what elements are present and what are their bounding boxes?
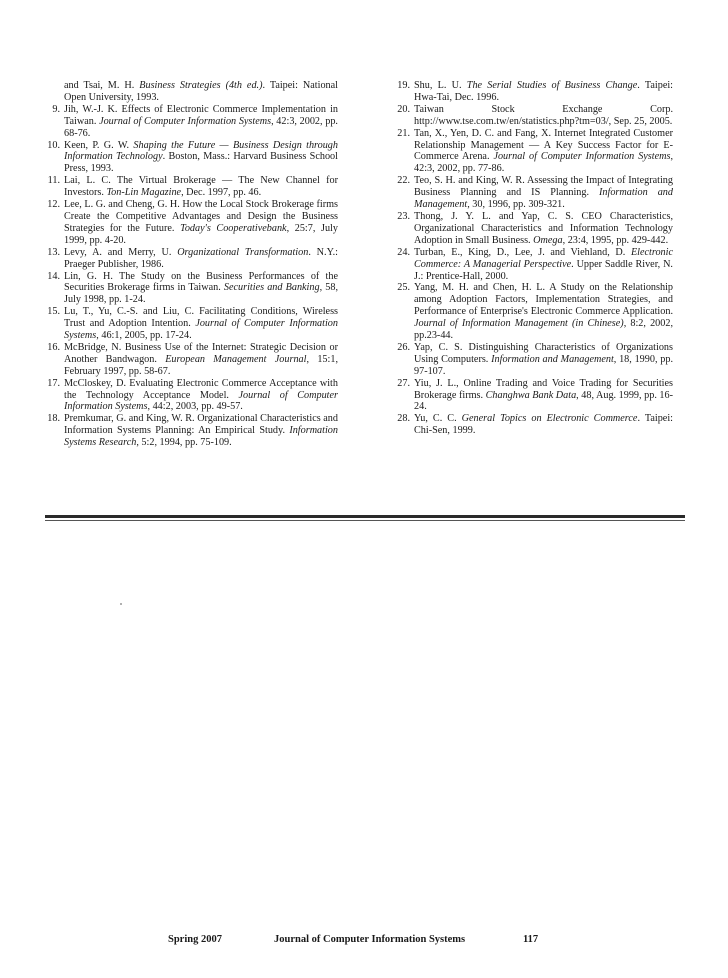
reference-number: 26. (397, 341, 410, 353)
references-left-column (38, 80, 338, 449)
references-right-column (388, 80, 673, 437)
reference-source-title: Information and Management (491, 353, 614, 365)
reference-text: Thong, J. Y. L. and Yap, C. S. CEO Characteristics, Organizational Characteristics and Information Technology Adoption in Small Business. (414, 210, 673, 246)
reference-entry (38, 104, 338, 140)
reference-number: 16. (47, 341, 60, 353)
reference-entry (388, 175, 673, 211)
reference-number: 18. (47, 413, 60, 425)
reference-text: Tan, X., Yen, D. C. and Fang, X. Internet Integrated Customer Relationship Management — A Key Success Factor for E-Commerce Arena. (414, 127, 673, 163)
reference-entry (38, 271, 338, 307)
reference-source-title: Today's Cooperativebank (180, 222, 287, 234)
reference-number: 17. (47, 377, 60, 389)
reference-entry (38, 306, 338, 342)
section-divider-thick (45, 515, 685, 518)
reference-number: 14. (47, 270, 60, 282)
scan-speck (120, 603, 122, 605)
reference-number: 22. (397, 175, 410, 187)
reference-text: and Tsai, M. H. (64, 80, 140, 91)
reference-text: , 46:1, 2005, pp. 17-24. (96, 330, 192, 342)
reference-text: Yap, C. S. Distinguishing Characteristics of Organizations Using Computers. (414, 341, 673, 365)
reference-entry (388, 211, 673, 247)
reference-entry (38, 140, 338, 176)
reference-text: Taiwan Stock Exchange Corp. http://www.tse.com.tw/en/statistics.php?tm=03/, Sep. 25, 2005. (414, 103, 673, 127)
reference-text: Lin, G. H. The Study on the Business Performances of the Securities Brokerage firms in Taiwan. (64, 270, 338, 294)
reference-source-title: Journal of Computer Information Systems (493, 151, 671, 163)
reference-source-title: Information Systems Research (64, 425, 338, 449)
reference-text: , 58, July 1998, pp. 1-24. (64, 282, 339, 306)
reference-source-title: Journal of Computer Information Systems (99, 115, 272, 127)
reference-source-title: Changhwa Bank Data (485, 389, 577, 401)
reference-text: McBridge, N. Business Use of the Internet: Strategic Decision or Another Bandwagon. (64, 341, 338, 365)
reference-source-title: Ton-Lin Magazine (106, 187, 182, 199)
reference-entry (388, 342, 673, 378)
reference-entry (38, 378, 338, 414)
reference-number: 21. (397, 127, 410, 139)
section-divider-thin (45, 520, 685, 521)
reference-source-title: Securities and Banking (223, 282, 320, 294)
reference-number: 9. (52, 103, 60, 115)
reference-number: 27. (397, 377, 410, 389)
reference-text: Teo, S. H. and King, W. R. Assessing the Impact of Integrating Business Planning and IS Planning. (414, 175, 673, 199)
reference-text: Shu, L. U. (414, 80, 467, 91)
reference-text: Yang, M. H. and Chen, H. L. A Study on the Relationship among Adoption Factors, Implementation Strategies, and Performance of Enterprise's Electronic Commerce Application. (414, 282, 673, 318)
reference-text: Lee, L. G. and Cheng, G. H. How the Local Stock Brokerage firms Create the Competitive Advantages and Design the Business Strategies for the Future. (64, 199, 338, 234)
reference-entry (388, 247, 673, 283)
reference-text: , 42:3, 2002, pp. 77-86. (414, 151, 673, 175)
reference-text: . N.Y.: Praeger Publisher, 1986. (64, 246, 338, 270)
reference-text: , 25:7, July 1999, pp. 4-20. (64, 222, 338, 246)
reference-text: , 23:4, 1995, pp. 429-442. (562, 234, 669, 246)
reference-source-title: Organizational Transformation (177, 246, 309, 258)
reference-entry (388, 80, 673, 104)
reference-entry (388, 104, 673, 128)
reference-entry (388, 128, 673, 176)
reference-text: , 5:2, 1994, pp. 75-109. (136, 437, 232, 449)
reference-text: , 30, 1996, pp. 309-321. (467, 199, 565, 211)
reference-number: 25. (397, 282, 410, 294)
reference-source-title: Omega (533, 234, 563, 246)
reference-text: , 15:1, February 1997, pp. 58-67. (64, 353, 338, 377)
reference-source-title: Information and Management (414, 187, 673, 211)
reference-number: 13. (47, 246, 60, 258)
reference-source-title: Business Strategies (4th ed.) (139, 80, 263, 91)
footer-journal-title: Journal of Computer Information Systems (274, 934, 466, 945)
reference-source-title: European Management Journal (165, 353, 307, 365)
reference-text: . Taipei: Hwa-Tai, Dec. 1996. (414, 80, 673, 103)
reference-source-title: General Topics on Electronic Commerce (461, 413, 638, 425)
reference-source-title: Journal of Information Management (in Chinese) (414, 318, 624, 330)
reference-text: Lu, T., Yu, C.-S. and Liu, C. Facilitating Conditions, Wireless Trust and Adoption Intention. (64, 306, 338, 330)
reference-text: Yiu, J. L., Online Trading and Voice Trading for Securities Brokerage firms. (414, 377, 673, 401)
footer-page-number: 117 (523, 934, 539, 945)
reference-text: . Taipei: National Open University, 1993. (64, 80, 338, 103)
reference-entry (388, 378, 673, 414)
reference-entry (38, 247, 338, 271)
reference-source-title: Journal of Computer Information Systems (64, 389, 338, 413)
reference-number: 23. (397, 210, 410, 222)
reference-number: 28. (397, 413, 410, 425)
reference-number: 11. (47, 175, 60, 187)
reference-text: , Dec. 1997, pp. 46. (181, 187, 262, 199)
reference-text: Premkumar, G. and King, W. R. Organizational Characteristics and Information Systems Planning: An Empirical Study. (64, 413, 338, 437)
reference-source-title: The Serial Studies of Business Change (466, 80, 638, 91)
reference-text: Keen, P. G. W. (64, 139, 134, 151)
reference-number: 19. (397, 80, 410, 91)
reference-text: . Upper Saddle River, N. J.: Prentice-Hall, 2000. (414, 258, 673, 282)
reference-text: McCloskey, D. Evaluating Electronic Commerce Acceptance with the Technology Acceptance Model. (64, 377, 338, 401)
reference-number: 15. (47, 306, 60, 318)
reference-text: Lai, L. C. The Virtual Brokerage — The New Channel for Investors. (64, 175, 338, 199)
reference-number: 10. (47, 139, 60, 151)
reference-entry (38, 342, 338, 378)
reference-entry (38, 80, 338, 104)
reference-text: Levy, A. and Merry, U. (64, 246, 178, 258)
reference-text: Turban, E., King, D., Lee, J. and Viehland, D. (414, 246, 631, 258)
footer-issue: Spring 2007 (168, 934, 222, 945)
reference-entry (388, 282, 673, 342)
reference-text: , 44:2, 2003, pp. 49-57. (147, 401, 243, 413)
reference-text: Yu, C. C. (414, 413, 462, 425)
reference-text: , 8:2, 2002, pp.23-44. (414, 318, 673, 342)
reference-number: 20. (397, 103, 410, 115)
reference-text: , 42:3, 2002, pp. 68-76. (64, 115, 338, 139)
reference-source-title: Shaping the Future — Business Design through Information Technology (64, 139, 338, 163)
reference-text: . Boston, Mass.: Harvard Business School Press, 1993. (64, 151, 338, 175)
reference-number: 12. (47, 199, 60, 211)
reference-text: , 48, Aug. 1999, pp. 16-24. (414, 389, 673, 413)
reference-entry (388, 413, 673, 437)
reference-entry (38, 199, 338, 247)
reference-entry (38, 175, 338, 199)
reference-number: 24. (397, 246, 410, 258)
reference-text: . Taipei: Chi-Sen, 1999. (414, 413, 673, 437)
reference-source-title: Journal of Computer Information Systems (64, 318, 338, 342)
reference-entry (38, 413, 338, 449)
reference-text: Jih, W.-J. K. Effects of Electronic Commerce Implementation in Taiwan. (64, 103, 338, 127)
reference-text: , 18, 1990, pp. 97-107. (414, 353, 673, 377)
reference-source-title: Electronic Commerce: A Managerial Perspective (414, 246, 673, 270)
